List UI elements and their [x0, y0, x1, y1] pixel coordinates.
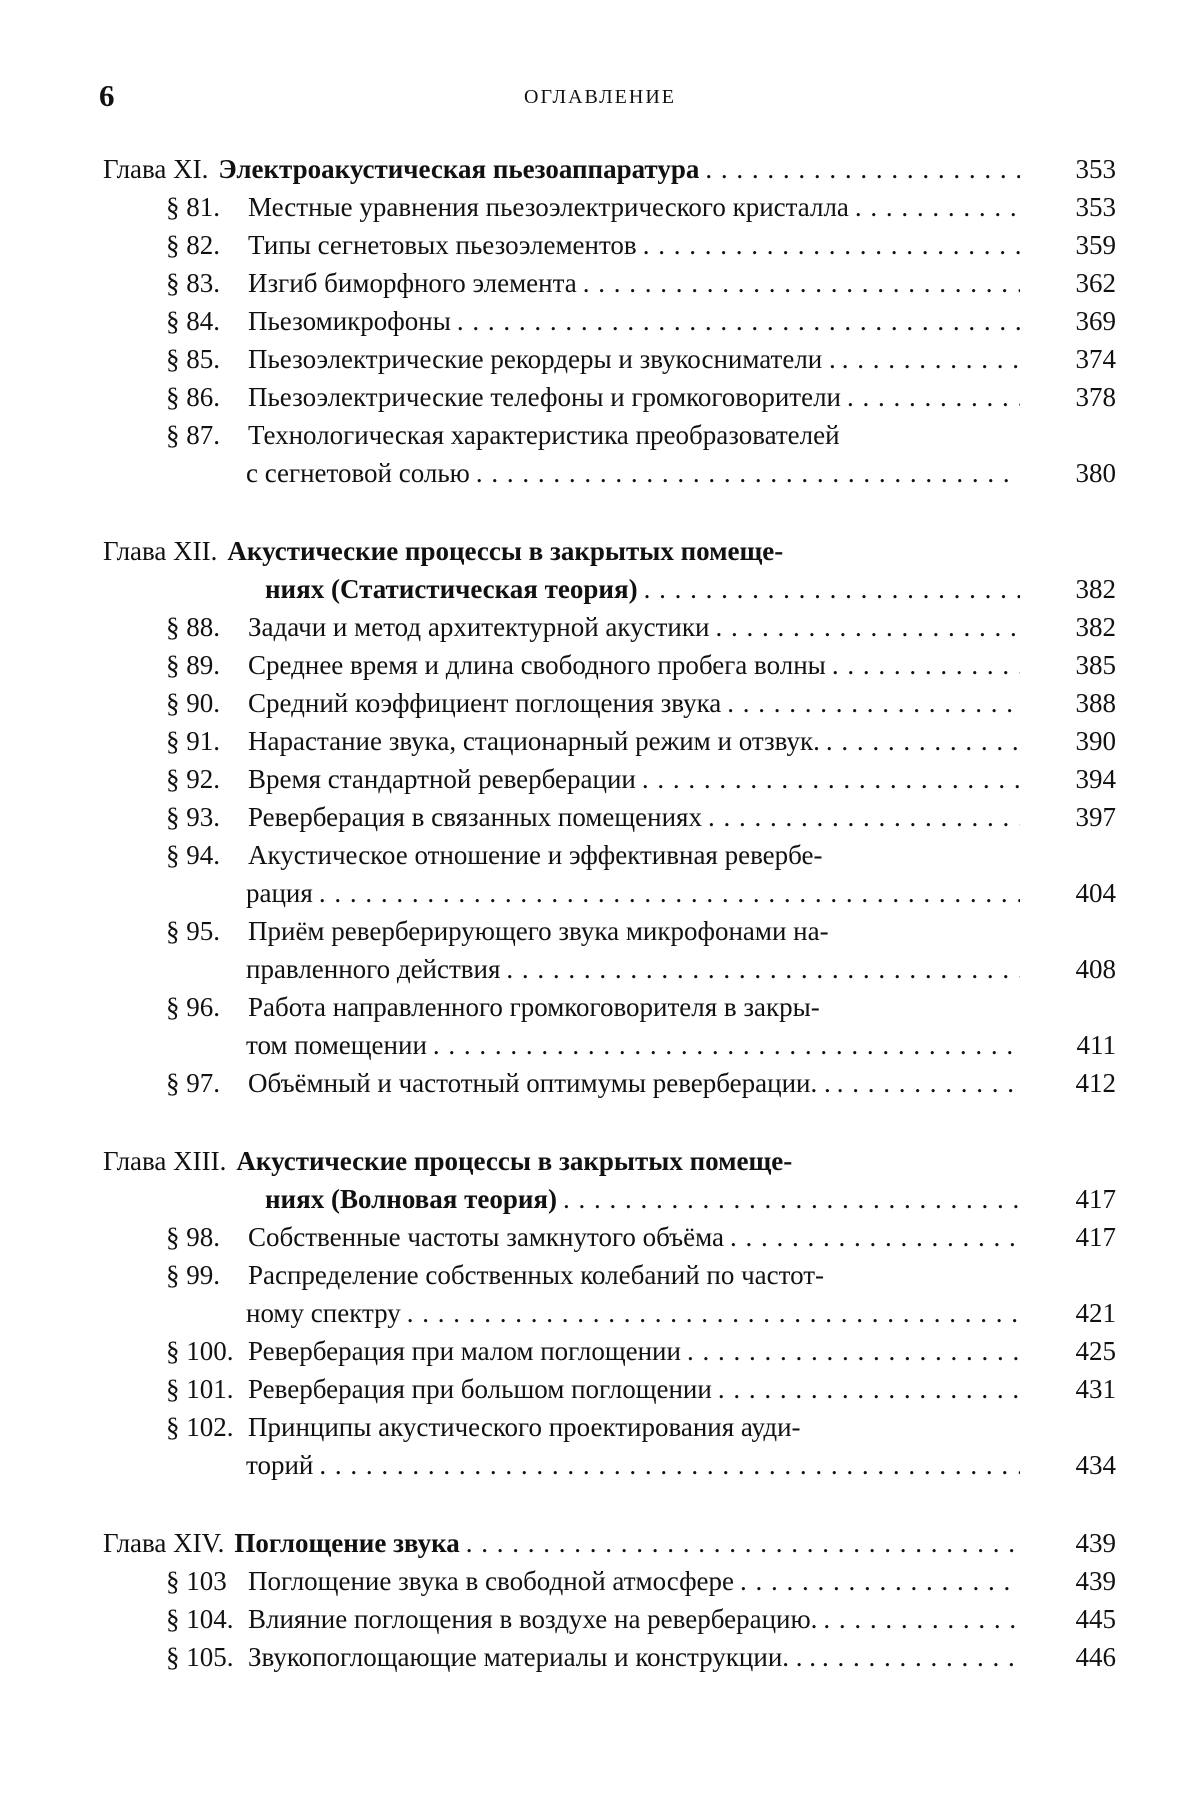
- section-title: Средний коэффициент поглощения звука: [248, 688, 722, 718]
- section-page-number: 369: [1075, 306, 1116, 336]
- section-entry-line: [0, 1600, 1200, 1638]
- dot-leader: [637, 226, 1020, 264]
- chapter-heading-line: [0, 1142, 1200, 1180]
- dot-leader: [820, 722, 1020, 760]
- section-page-number: 397: [1075, 802, 1116, 832]
- section-title: Среднее время и длина свободного пробега волны: [248, 650, 826, 680]
- section-title: правленного действия: [246, 954, 501, 984]
- section-number: § 100.: [166, 1336, 234, 1366]
- chapter-page-number: 417: [1075, 1184, 1116, 1214]
- section-title: Изгиб биморфного элемента: [248, 268, 577, 298]
- section-title: Распределение собственных колебаний по частот-: [248, 1260, 825, 1290]
- dot-leader: [817, 1600, 1020, 1638]
- section-title: Приём реверберирующего звука микрофонами на-: [248, 916, 829, 946]
- section-entry-line: [0, 226, 1200, 264]
- section-title: Пьезоэлектрические телефоны и громкоговорители: [248, 382, 841, 412]
- section-title: Время стандартной реверберации: [248, 764, 636, 794]
- chapter-heading-line: [0, 1524, 1200, 1562]
- section-title: рация: [246, 878, 313, 908]
- dot-leader: [470, 454, 1020, 492]
- section-entry-line: [0, 1446, 1200, 1484]
- running-head: ОГЛАВЛЕНИЕ: [524, 86, 676, 108]
- section-entry-line: [0, 1370, 1200, 1408]
- section-number: § 104.: [166, 1604, 234, 1634]
- dot-leader: [849, 188, 1020, 226]
- chapter-block: [0, 532, 1200, 1102]
- chapter-page-number: 382: [1075, 574, 1116, 604]
- section-entry-line: [0, 264, 1200, 302]
- dot-leader: [831, 1064, 1020, 1102]
- chapter-title: Электроакустическая пьезоаппаратура: [218, 154, 700, 184]
- dot-leader: [721, 684, 1020, 722]
- section-entry-line: [0, 1332, 1200, 1370]
- dot-leader: [724, 1218, 1020, 1256]
- section-entry-line: [0, 378, 1200, 416]
- dot-leader: [836, 340, 1020, 378]
- section-entry-line: [0, 1026, 1200, 1064]
- chapter-heading-line: [0, 150, 1200, 188]
- section-entry-line: [0, 798, 1200, 836]
- section-title: Звукопоглощающие материалы и конструкции. . .: [248, 1642, 817, 1672]
- dot-leader: [313, 874, 1020, 912]
- dot-leader: [557, 1180, 1020, 1218]
- section-title: Реверберация в связанных помещениях: [248, 802, 702, 832]
- dot-leader: [681, 1332, 1020, 1370]
- section-page-number: 380: [1075, 458, 1116, 488]
- section-page-number: 411: [1076, 1030, 1116, 1060]
- section-entry-line: [0, 340, 1200, 378]
- section-page-number: 390: [1075, 726, 1116, 756]
- section-number: § 91.: [166, 726, 220, 756]
- section-number: § 88.: [166, 612, 220, 642]
- section-number: § 84.: [166, 306, 220, 336]
- chapter-label: Глава XIV.: [103, 1528, 225, 1558]
- section-entry-line: [0, 1256, 1200, 1294]
- dot-leader: [460, 1524, 1020, 1562]
- section-entry-line: [0, 188, 1200, 226]
- section-entry-line: [0, 1218, 1200, 1256]
- section-number: § 105.: [166, 1642, 234, 1672]
- section-page-number: 394: [1075, 764, 1116, 794]
- section-entry-line: [0, 836, 1200, 874]
- section-title: Реверберация при большом поглощении: [248, 1374, 712, 1404]
- section-title: Объёмный и частотный оптимумы реверберации. .: [248, 1068, 831, 1098]
- section-entry-line: [0, 608, 1200, 646]
- chapter-title: Акустические процессы в закрытых помеще-: [227, 536, 784, 566]
- section-entry-line: [0, 988, 1200, 1026]
- dot-leader: [816, 1638, 1020, 1676]
- chapter-label: Глава XIII.: [103, 1146, 227, 1176]
- section-number: § 94.: [166, 840, 220, 870]
- section-number: § 96.: [166, 992, 220, 1022]
- chapter-heading-line: [0, 1180, 1200, 1218]
- section-title: Задачи и метод архитектурной акустики: [248, 612, 710, 642]
- section-page-number: 445: [1075, 1604, 1116, 1634]
- section-entry-line: [0, 1294, 1200, 1332]
- dot-leader: [841, 378, 1020, 416]
- section-number: § 97.: [166, 1068, 220, 1098]
- chapter-title: ниях (Волновая теория): [265, 1184, 558, 1214]
- section-entry-line: [0, 416, 1200, 454]
- dot-leader: [826, 646, 1020, 684]
- chapter-title: Поглощение звука: [234, 1528, 460, 1558]
- dot-leader: [401, 1294, 1020, 1332]
- section-number: § 82.: [166, 230, 220, 260]
- section-number: § 101.: [166, 1374, 234, 1404]
- section-entry-line: [0, 1064, 1200, 1102]
- section-entry-line: [0, 760, 1200, 798]
- section-title: Пьезомикрофоны: [248, 306, 451, 336]
- section-title: торий: [246, 1450, 314, 1480]
- section-page-number: 434: [1075, 1450, 1116, 1480]
- chapter-label: Глава XI.: [103, 154, 209, 184]
- dot-leader: [451, 302, 1020, 340]
- section-page-number: 353: [1075, 192, 1116, 222]
- section-number: § 85.: [166, 344, 220, 374]
- section-number: § 93.: [166, 802, 220, 832]
- section-title: ному спектру: [246, 1298, 401, 1328]
- chapter-title: Акустические процессы в закрытых помеще-: [236, 1146, 793, 1176]
- section-page-number: 385: [1075, 650, 1116, 680]
- section-number: § 87.: [166, 420, 220, 450]
- dot-leader: [699, 150, 1020, 188]
- section-title: Акустическое отношение и эффективная ревербе-: [248, 840, 823, 870]
- dot-leader: [638, 570, 1020, 608]
- section-number: § 86.: [166, 382, 220, 412]
- section-title: том помещении: [246, 1030, 427, 1060]
- dot-leader: [712, 1370, 1020, 1408]
- section-entry-line: [0, 1638, 1200, 1676]
- chapter-block: [0, 1142, 1200, 1484]
- section-page-number: 425: [1075, 1336, 1116, 1366]
- section-title: Нарастание звука, стационарный режим и отзвук.: [248, 726, 820, 756]
- section-title: Технологическая характеристика преобразователей: [248, 420, 840, 450]
- section-page-number: 362: [1075, 268, 1116, 298]
- section-entry-line: [0, 1562, 1200, 1600]
- section-entry-line: [0, 874, 1200, 912]
- section-title: Влияние поглощения в воздухе на реверберацию.: [248, 1604, 818, 1634]
- section-page-number: 431: [1075, 1374, 1116, 1404]
- section-page-number: 446: [1075, 1642, 1116, 1672]
- dot-leader: [709, 608, 1020, 646]
- section-page-number: 378: [1075, 382, 1116, 412]
- section-title: с сегнетовой солью: [246, 458, 470, 488]
- section-entry-line: [0, 684, 1200, 722]
- section-entry-line: [0, 302, 1200, 340]
- section-title: Работа направленного громкоговорителя в закры-: [248, 992, 820, 1022]
- section-entry-line: [0, 646, 1200, 684]
- chapter-block: [0, 150, 1200, 492]
- section-entry-line: [0, 454, 1200, 492]
- dot-leader: [577, 264, 1020, 302]
- section-number: § 98.: [166, 1222, 220, 1252]
- section-title: Поглощение звука в свободной атмосфере: [248, 1566, 735, 1596]
- section-title: Местные уравнения пьезоэлектрического кристалла: [248, 192, 849, 222]
- section-title: Собственные частоты замкнутого объёма: [248, 1222, 724, 1252]
- section-entry-line: [0, 950, 1200, 988]
- section-entry-line: [0, 1408, 1200, 1446]
- section-number: § 81.: [166, 192, 220, 222]
- chapter-page-number: 439: [1075, 1528, 1116, 1558]
- dot-leader: [702, 798, 1020, 836]
- section-number: § 103: [166, 1566, 227, 1596]
- section-page-number: 408: [1075, 954, 1116, 984]
- chapter-heading-line: [0, 570, 1200, 608]
- section-number: § 89.: [166, 650, 220, 680]
- section-page-number: 417: [1075, 1222, 1116, 1252]
- section-entry-line: [0, 912, 1200, 950]
- section-number: § 90.: [166, 688, 220, 718]
- dot-leader: [734, 1562, 1020, 1600]
- dot-leader: [500, 950, 1020, 988]
- dot-leader: [636, 760, 1020, 798]
- section-number: § 102.: [166, 1412, 234, 1442]
- chapter-page-number: 353: [1075, 154, 1116, 184]
- section-page-number: 421: [1075, 1298, 1116, 1328]
- section-entry-line: [0, 722, 1200, 760]
- table-of-contents: [0, 150, 1200, 1676]
- page-number: 6: [99, 78, 115, 113]
- section-page-number: 359: [1075, 230, 1116, 260]
- section-number: § 83.: [166, 268, 220, 298]
- chapter-block: [0, 1524, 1200, 1676]
- section-number: § 92.: [166, 764, 220, 794]
- dot-leader: [427, 1026, 1020, 1064]
- section-page-number: 404: [1075, 878, 1116, 908]
- section-title: Пьезоэлектрические рекордеры и звукосниматели .: [248, 344, 836, 374]
- section-page-number: 439: [1075, 1566, 1116, 1596]
- chapter-label: Глава XII.: [103, 536, 218, 566]
- section-number: § 99.: [166, 1260, 220, 1290]
- section-number: § 95.: [166, 916, 220, 946]
- chapter-title: ниях (Статистическая теория): [265, 574, 638, 604]
- section-title: Реверберация при малом поглощении: [248, 1336, 681, 1366]
- section-page-number: 374: [1075, 344, 1116, 374]
- dot-leader: [313, 1446, 1020, 1484]
- section-page-number: 412: [1075, 1068, 1116, 1098]
- section-page-number: 382: [1075, 612, 1116, 642]
- chapter-heading-line: [0, 532, 1200, 570]
- section-title: Принципы акустического проектирования ауди-: [248, 1412, 801, 1442]
- section-page-number: 388: [1075, 688, 1116, 718]
- section-title: Типы сегнетовых пьезоэлементов: [248, 230, 637, 260]
